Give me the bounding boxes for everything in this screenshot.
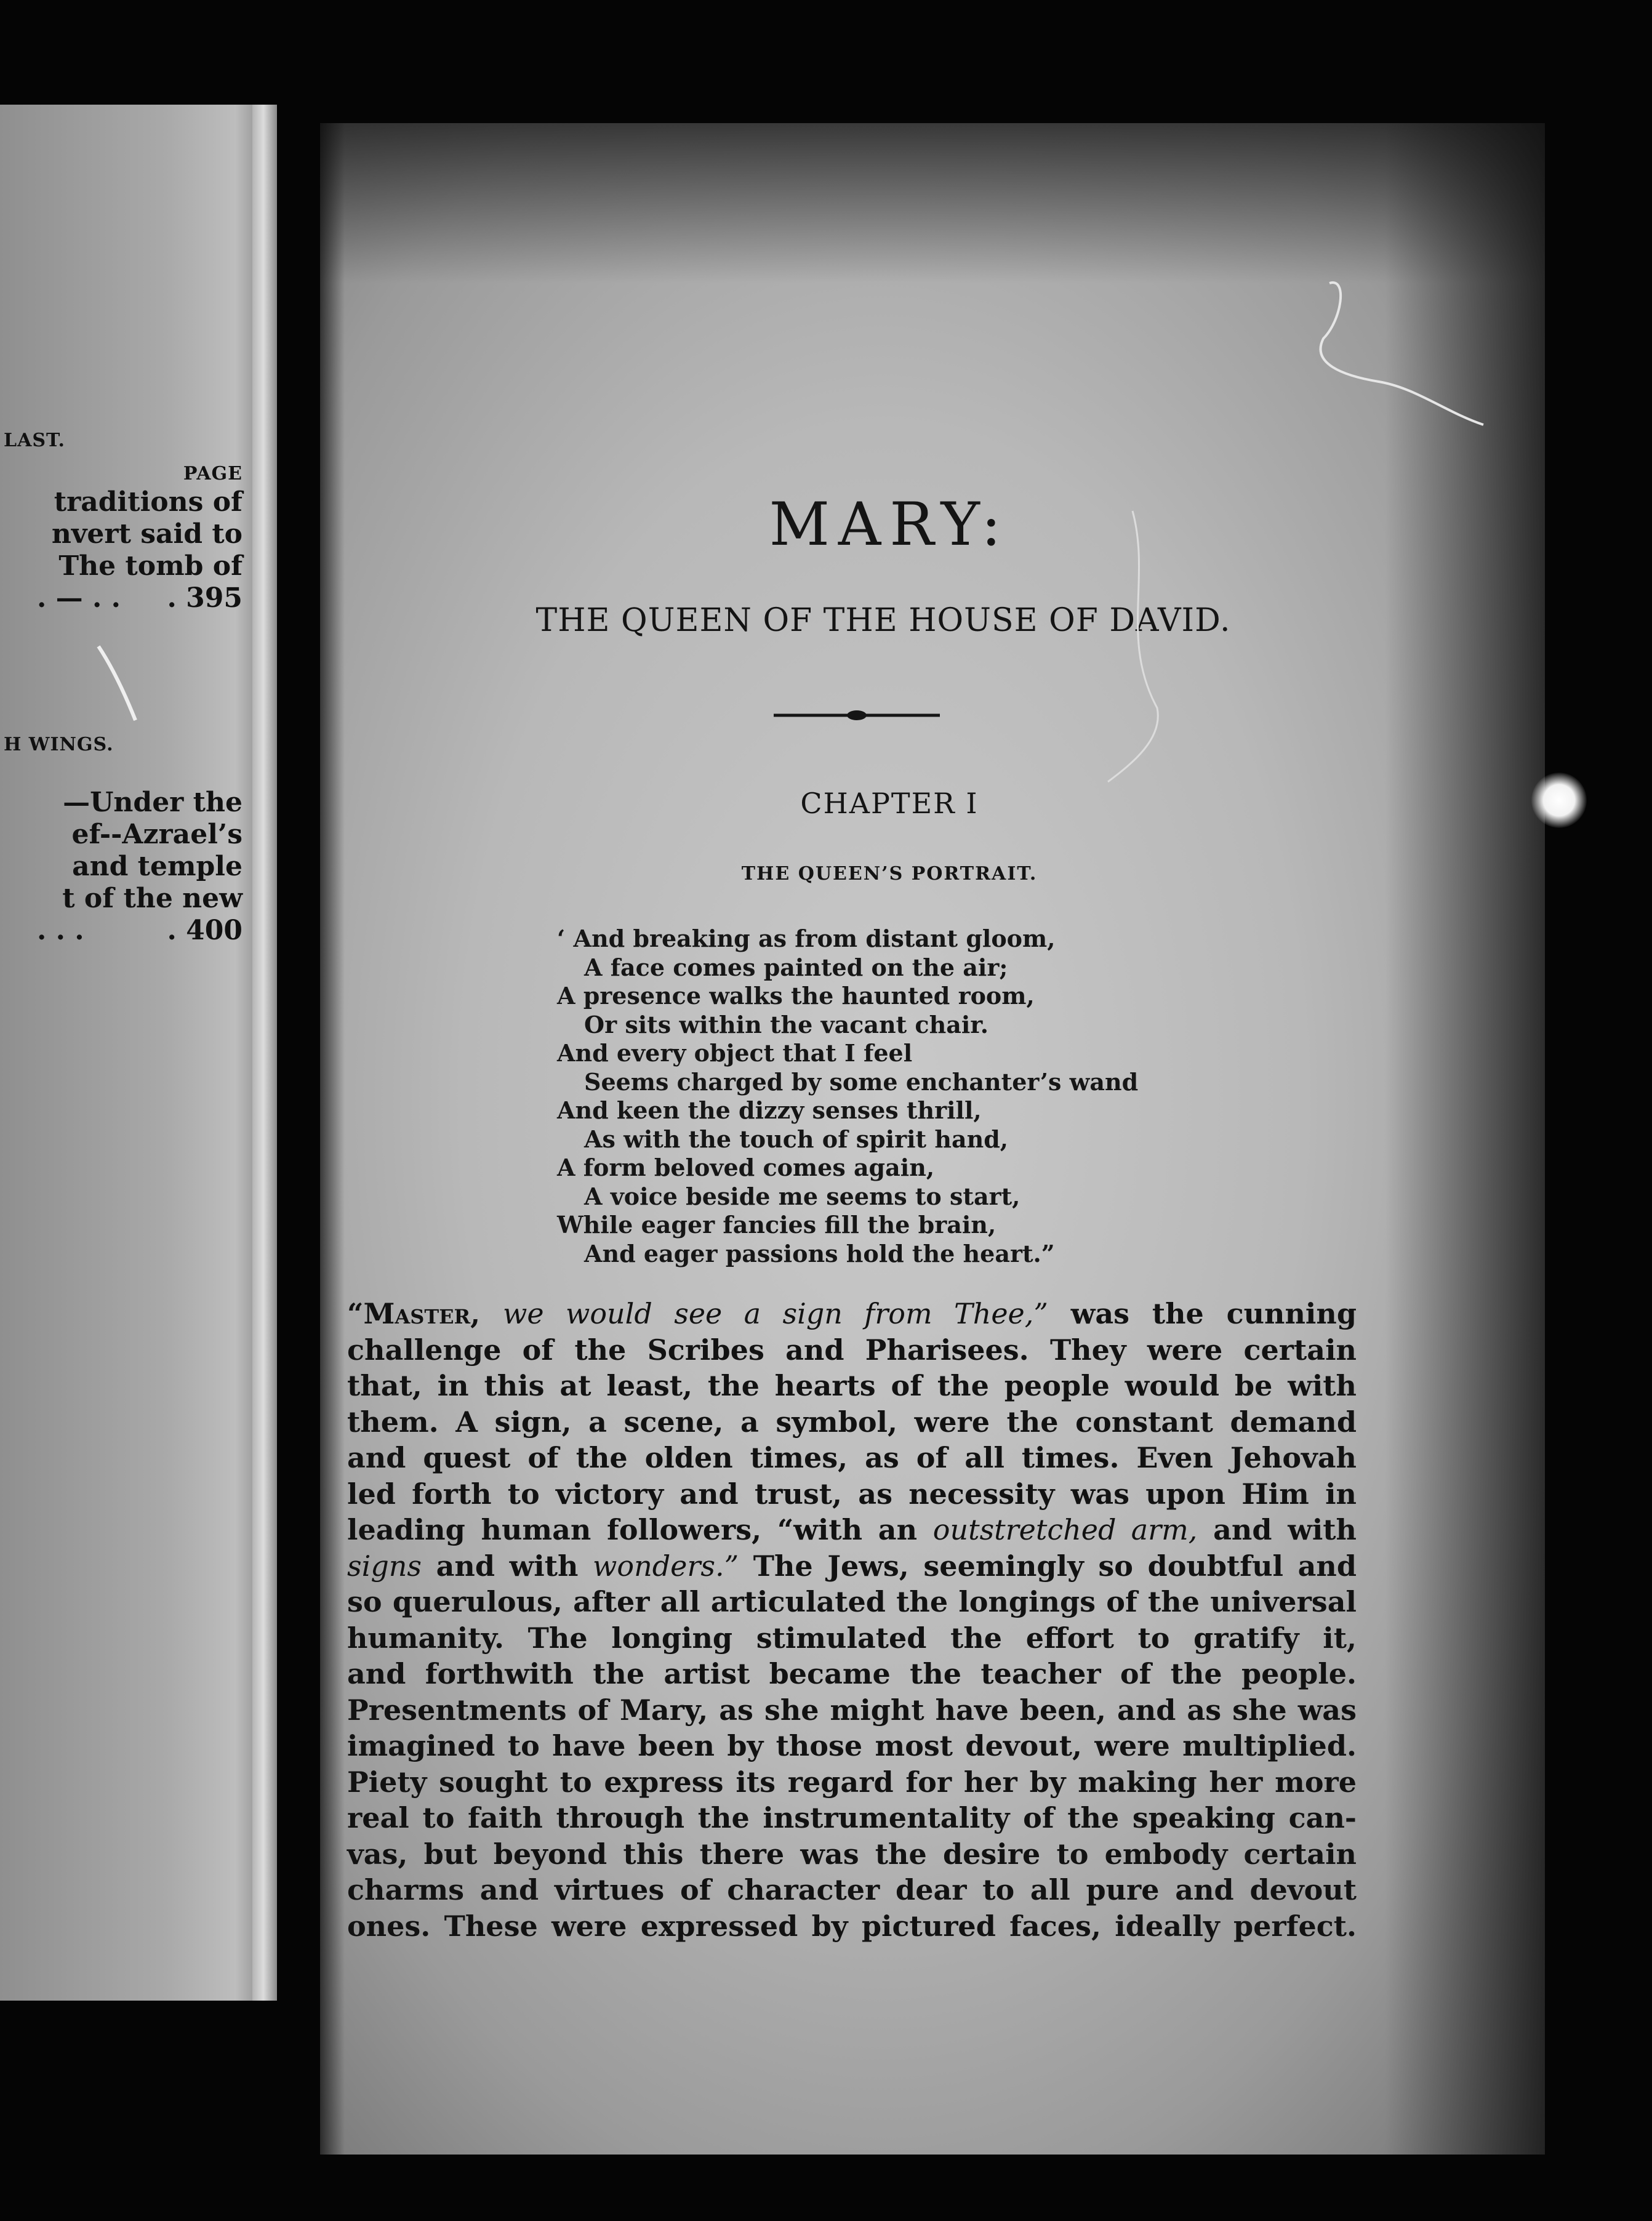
body-line: ones. These were expressed by pictured faces, ideally perfect. [347,1909,1357,1943]
left-entry1-line3: The tomb of [58,550,243,582]
poem-line: As with the touch of spirit hand, [584,1125,1009,1153]
body-line: Piety sought to express its regard for her by making her more [347,1765,1357,1799]
left-entry1-line1: traditions of [54,486,243,518]
poem-line: And keen the dizzy senses thrill, [557,1096,982,1124]
body-text-run: and with [1213,1513,1357,1546]
body-line [347,1512,1357,1548]
body-line: led forth to victory and trust, as necessity was upon Him in [347,1477,1357,1511]
body-italic-run: signs [347,1549,422,1583]
left-page-label: PAGE [183,463,243,484]
left-entry1-line2: nvert said to [51,518,243,550]
body-paragraph [347,1296,1357,1944]
body-text-run: was the cunning [1070,1297,1357,1330]
body-text-run: The Jews, seemingly so doubtful and [753,1549,1357,1583]
scan-fiber-artifact [1096,505,1182,788]
body-italic-run: wonders.” [593,1549,739,1583]
body-line: imagined to have been by those most devout, were multiplied. [347,1729,1357,1762]
body-italic-run: outstretched arm, [932,1513,1198,1546]
body-line: charms and virtues of character dear to all pure and devout [347,1873,1357,1906]
left-entry2-line1: —Under the [63,787,243,818]
body-line: them. A sign, a scene, a symbol, were the constant demand [347,1405,1357,1439]
body-text-run: and with [436,1549,579,1583]
body-line: so querulous, after all articulated the longings of the universal [347,1585,1357,1618]
scan-fiber-artifact [92,640,142,726]
page-spine [252,105,277,2001]
left-entry1-page: . 395 [167,582,243,614]
poem-line: And every object that I feel [557,1039,913,1067]
body-text-run: leading human followers, “with an [347,1513,918,1546]
body-line: that, in this at least, the hearts of the people would be with [347,1369,1357,1402]
left-entry2-leader: . . . [37,915,84,946]
poem-line: A voice beside me seems to start, [584,1182,1020,1210]
body-line: challenge of the Scribes and Pharisees. They were certain [347,1333,1357,1367]
body-line: and quest of the olden times, as of all times. Even Jehovah [347,1441,1357,1474]
body-line: real to faith through the instrumentality of the speaking can- [347,1801,1357,1834]
book-title: MARY: [769,490,1010,559]
book-subtitle: THE QUEEN OF THE HOUSE OF DAVID. [535,602,1231,639]
epigraph-poem [557,925,1138,1268]
body-line: Presentments of Mary, as she might have been, and as she was [347,1693,1357,1727]
body-line: vas, but beyond this there was the desire to embody certain [347,1837,1357,1871]
poem-line: ‘ And breaking as from distant gloom, [557,925,1056,952]
body-line [347,1296,1357,1332]
poem-line: A form beloved comes again, [557,1154,935,1181]
left-entry1-leader: . — . . [37,582,121,614]
poem-line: A presence walks the haunted room, [557,982,1035,1010]
page-shadow-left [320,123,345,2155]
left-entry2-page: . 400 [167,915,243,946]
left-entry2-line3: and temple [72,851,243,882]
chapter-title: CHAPTER I [800,787,979,820]
page-shadow-top [320,123,1545,283]
poem-line: While eager fancies fill the brain, [557,1211,996,1239]
body-line: and forthwith the artist became the teacher of the people. [347,1657,1357,1690]
left-entry2-line4: t of the new [62,883,243,914]
poem-line: A face comes painted on the air; [584,953,1008,981]
body-line [347,1548,1357,1584]
ornament-rule [774,708,940,723]
poem-line: Seems charged by some enchanter’s wand [584,1067,1139,1096]
poem-line: Or sits within the vacant chair. [584,1010,989,1038]
scan-fiber-artifact [1305,271,1502,456]
scan-glare [1531,773,1587,828]
chapter-subtitle: THE QUEEN’S PORTRAIT. [741,863,1038,885]
body-italic-quote: we would see a sign from Thee,” [502,1297,1048,1330]
left-heading-fragment: LAST. [4,430,65,451]
left-facing-page [0,105,277,2001]
left-heading2-fragment: H WINGS. [4,734,114,755]
poem-line: And eager passions hold the heart.” [584,1239,1055,1267]
body-line: humanity. The longing stimulated the effort to gratify it, [347,1621,1357,1655]
body-master: “Master, [347,1297,481,1330]
left-entry2-line2: ef--Azrael’s [71,819,243,850]
